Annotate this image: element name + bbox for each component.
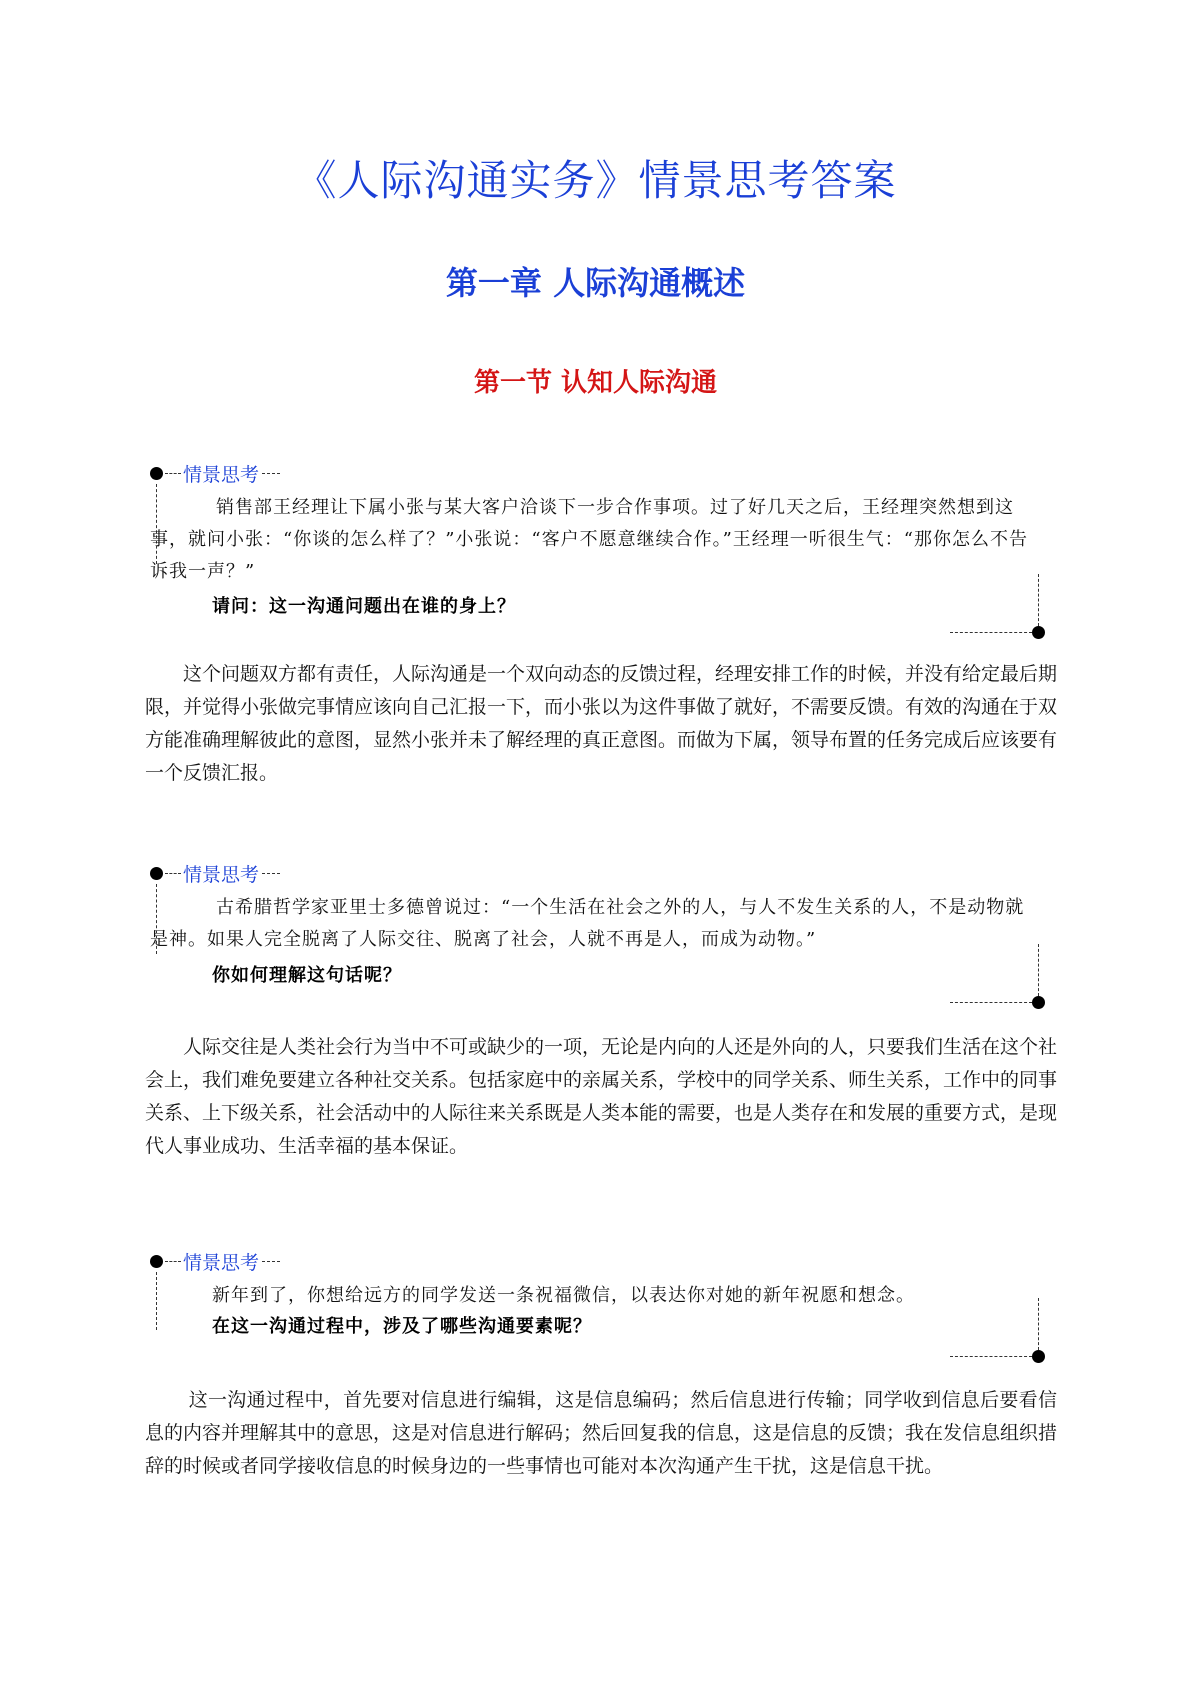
scenario-box (150, 1250, 1050, 1370)
dash-divider (165, 873, 181, 874)
bullet-dot-icon (1032, 996, 1045, 1009)
right-dashed-rule (1038, 574, 1039, 626)
dash-divider (165, 473, 181, 474)
scenario-header (150, 862, 280, 884)
scenario-question: 你如何理解这句话呢？ (212, 965, 402, 986)
scenario-header (150, 1250, 280, 1272)
scenario-text: 新年到了，你想给远方的同学发送一条祝福微信，以表达你对她的新年祝愿和想念。 (212, 1285, 915, 1306)
section-heading: 第一节 认知人际沟通 (473, 368, 718, 398)
scenario-label: 情景思考 (183, 863, 260, 886)
dash-divider (262, 473, 280, 474)
chapter-heading: 第一章 人际沟通概述 (445, 264, 746, 302)
scenario-text: 销售部王经理让下属小张与某大客户洽谈下一步合作事项。过了好几天之后，王经理突然想到这事，就问小张：“你谈的怎么样了？”小张说：“客户不愿意继续合作。”王经理一听很生气：“那你怎么不告诉我一声？” (150, 497, 1029, 582)
bullet-dot-icon (1032, 1350, 1045, 1363)
scenario-label: 情景思考 (183, 1251, 260, 1274)
bullet-dot-icon (150, 867, 163, 880)
dash-divider (262, 1261, 280, 1262)
right-dashed-rule (1038, 944, 1039, 996)
bullet-dot-icon (150, 1255, 163, 1268)
bottom-dashed-rule (950, 1002, 1032, 1003)
bottom-dashed-rule (950, 632, 1032, 633)
bullet-dot-icon (1032, 626, 1045, 639)
dash-divider (262, 873, 280, 874)
right-dashed-rule (1038, 1298, 1039, 1350)
bottom-dashed-rule (950, 1356, 1032, 1357)
scenario-question: 请问：这一沟通问题出在谁的身上？ (212, 596, 516, 617)
dash-divider (165, 1261, 181, 1262)
scenario-label: 情景思考 (183, 463, 260, 486)
left-dashed-rule (156, 1272, 157, 1330)
scenario-text: 古希腊哲学家亚里士多德曾说过：“一个生活在社会之外的人，与人不发生关系的人，不是动物就是神。如果人完全脱离了人际交往、脱离了社会，人就不再是人，而成为动物。” (150, 897, 1025, 950)
answer-paragraph: 这一沟通过程中，首先要对信息进行编辑，这是信息编码；然后信息进行传输；同学收到信息后要看信息的内容并理解其中的意思，这是对信息进行解码；然后回复我的信息，这是信息的反馈；我在发信息组织措辞的时候或者同学接收信息的时候身边的一些事情也可能对本次沟通产生干扰，这是信息干扰。 (145, 1389, 1058, 1477)
answer-paragraph: 人际交往是人类社会行为当中不可或缺少的一项，无论是内向的人还是外向的人，只要我们生活在这个社会上，我们难免要建立各种社交关系。包括家庭中的亲属关系，学校中的同学关系、师生关系，工作中的同事关系、上下级关系，社会活动中的人际往来关系既是人类本能的需要，也是人类存在和发展的重要方式，是现代人事业成功、生活幸福的基本保证。 (145, 1036, 1058, 1157)
answer-paragraph: 这个问题双方都有责任，人际沟通是一个双向动态的反馈过程，经理安排工作的时候，并没有给定最后期限，并觉得小张做完事情应该向自己汇报一下，而小张以为这件事做了就好，不需要反馈。有效的沟通在于双方能准确理解彼此的意图，显然小张并未了解经理的真正意图。而做为下属，领导布置的任务完成后应该要有一个反馈汇报。 (145, 663, 1058, 784)
bullet-dot-icon (150, 467, 163, 480)
scenario-box (150, 462, 1050, 642)
scenario-box (150, 862, 1050, 1012)
scenario-header (150, 462, 280, 484)
document-title: 《人际沟通实务》情景思考答案 (294, 156, 897, 205)
scenario-question: 在这一沟通过程中，涉及了哪些沟通要素呢？ (212, 1316, 592, 1337)
